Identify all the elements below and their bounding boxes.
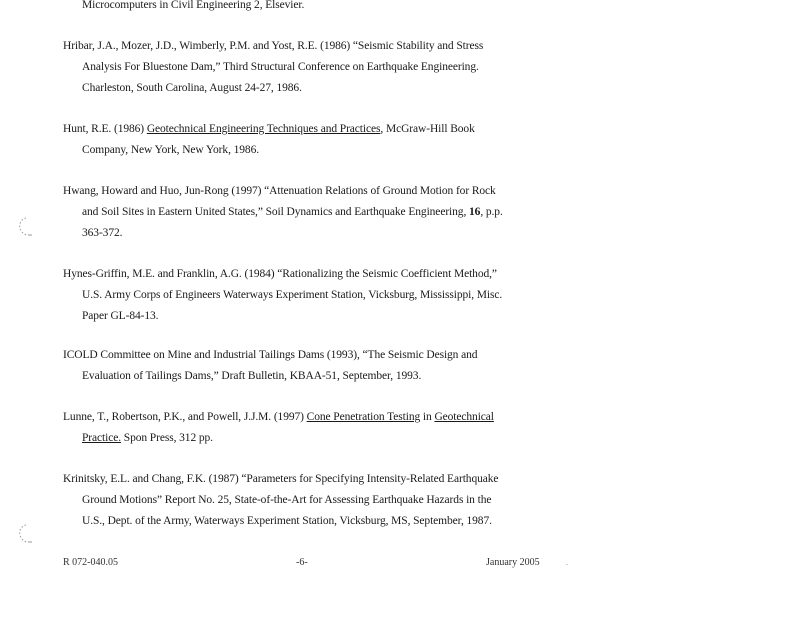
reference-text: Evaluation of Tailings Dams,” Draft Bulletin, KBAA-51, September, 1993. — [82, 370, 422, 382]
reference-text: 363-372. — [82, 227, 123, 239]
footer-page-number: -6- — [296, 557, 308, 568]
reference-line — [63, 306, 541, 327]
footer-date: January 2005 — [486, 557, 540, 568]
reference-text: , McGraw-Hill Book — [380, 123, 475, 135]
reference-line — [63, 366, 541, 387]
reference-entry — [63, 345, 541, 387]
reference-title: Geotechnical — [434, 411, 494, 423]
reference-text: Analysis For Bluestone Dam,” Third Structural Conference on Earthquake Engineering. — [82, 61, 479, 73]
binder-hole-mark-icon — [17, 216, 33, 238]
reference-title: Cone Penetration Testing — [306, 411, 421, 423]
reference-text: Paper GL-84-13. — [82, 310, 159, 322]
reference-line — [63, 57, 541, 78]
reference-line — [63, 345, 541, 366]
reference-line — [63, 469, 541, 490]
reference-line — [63, 223, 541, 244]
reference-text: Hribar, J.A., Mozer, J.D., Wimberly, P.M. and Yost, R.E. (1986) “Seismic Stability and Stress — [63, 40, 484, 52]
reference-line — [63, 78, 541, 99]
reference-line — [63, 264, 541, 285]
reference-text: Company, New York, New York, 1986. — [82, 144, 259, 156]
reference-text: Lunne, T., Robertson, P.K., and Powell, J.J.M. (1997) — [63, 411, 307, 423]
reference-line — [63, 36, 541, 57]
reference-text: Microcomputers in Civil Engineering 2, Elsevier. — [82, 0, 305, 11]
reference-line — [63, 407, 541, 428]
reference-line — [63, 490, 541, 511]
reference-entry — [63, 264, 541, 327]
reference-line — [63, 428, 541, 449]
reference-entry — [63, 36, 541, 99]
reference-line — [63, 140, 541, 161]
footer-document-number: R 072-040.05 — [63, 557, 118, 568]
reference-text: Charleston, South Carolina, August 24-27, 1986. — [82, 82, 302, 94]
reference-text: U.S. Army Corps of Engineers Waterways Experiment Station, Vicksburg, Mississippi, Misc. — [82, 289, 503, 301]
reference-text: Hunt, R.E. (1986) — [63, 123, 147, 135]
reference-entry — [63, 407, 541, 449]
reference-text: Ground Motions” Report No. 25, State-of-the-Art for Assessing Earthquake Hazards in the — [82, 494, 492, 506]
reference-text: ICOLD Committee on Mine and Industrial Tailings Dams (1993), “The Seismic Design and — [63, 349, 478, 361]
reference-text: and Soil Sites in Eastern United States,” Soil Dynamics and Earthquake Engineering, — [82, 206, 469, 218]
reference-text: U.S., Dept. of the Army, Waterways Experiment Station, Vicksburg, MS, September, 1987. — [82, 515, 492, 527]
reference-entry — [63, 119, 541, 161]
reference-text: in — [420, 411, 435, 423]
reference-line — [63, 285, 541, 306]
binder-hole-mark-icon — [17, 523, 33, 545]
footer-mark: . — [566, 558, 568, 567]
reference-text: Hwang, Howard and Huo, Jun-Rong (1997) “Attenuation Relations of Ground Motion for Rock — [63, 185, 496, 197]
reference-title: Practice. — [82, 432, 122, 444]
reference-text: Hynes-Griffin, M.E. and Franklin, A.G. (1984) “Rationalizing the Seismic Coefficient Method,” — [63, 268, 497, 280]
reference-entry — [63, 469, 541, 532]
reference-line — [63, 511, 541, 532]
reference-entry — [63, 181, 541, 244]
reference-text: Krinitsky, E.L. and Chang, F.K. (1987) “Parameters for Specifying Intensity-Related Earthquake — [63, 473, 499, 485]
reference-entry — [63, 0, 541, 16]
reference-line — [63, 0, 541, 16]
reference-line — [63, 119, 541, 140]
reference-title: Geotechnical Engineering Techniques and Practices — [146, 123, 381, 135]
reference-text: , p.p. — [480, 206, 503, 218]
reference-volume: 16 — [469, 206, 481, 218]
reference-line — [63, 181, 541, 202]
reference-text: Spon Press, 312 pp. — [121, 432, 213, 444]
reference-line — [63, 202, 541, 223]
